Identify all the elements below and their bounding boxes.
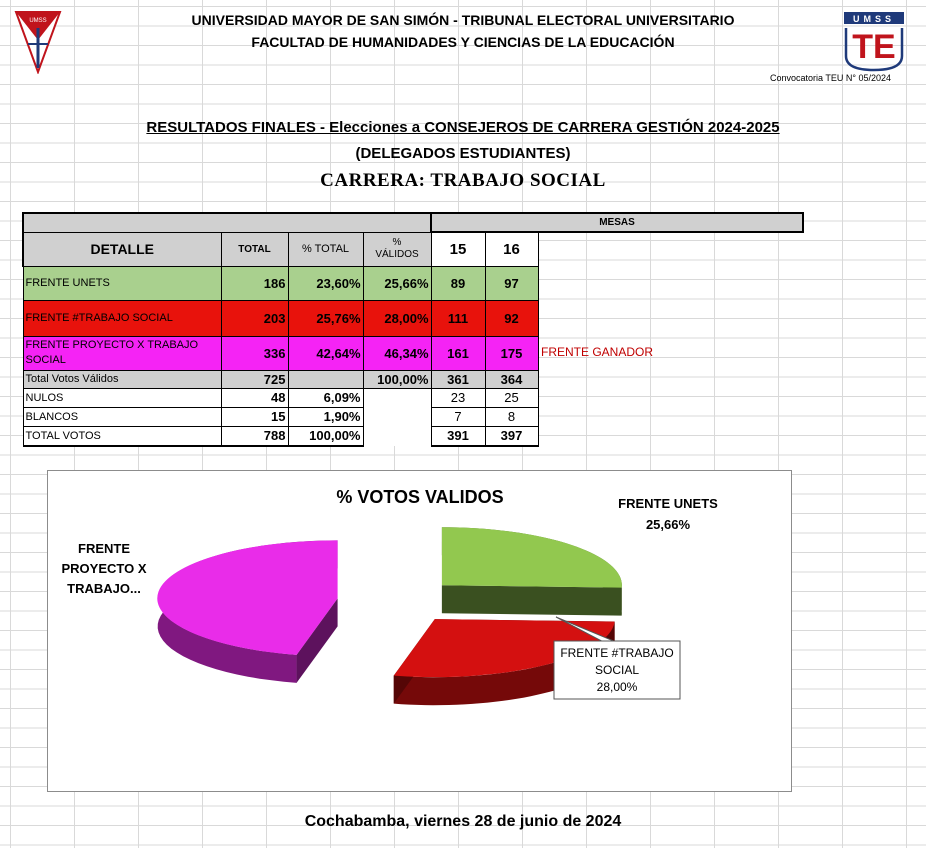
col-mesa-15: 15 [431,232,485,266]
row-total: 203 [221,300,288,336]
pie-slices [157,527,622,705]
nulos-pct: 6,09% [288,388,363,407]
col-pct-validos-1: % [392,237,402,248]
pie-slice-0 [442,527,622,615]
table-row-validos [23,370,803,388]
row-mesa-15: 89 [431,266,485,300]
col-detalle: DETALLE [23,232,221,266]
col-pct-validos [363,232,431,266]
totales-mesa-16: 397 [485,426,538,446]
col-total: TOTAL [221,232,288,266]
chart-title: % VOTOS VALIDOS [336,487,504,507]
table-row [23,336,803,370]
logo-right-mark: TE [852,28,896,66]
col-pct-validos-2: VÁLIDOS [375,249,419,260]
table-header-mesas-row [23,213,803,232]
row-pct-total: 42,64% [288,336,363,370]
row-mesa-16: 175 [485,336,538,370]
results-subtitle: (DELEGADOS ESTUDIANTES) [355,145,571,162]
convocatoria-note: Convocatoria TEU N° 05/2024 [770,73,891,83]
nulos-mesa-15: 23 [431,388,485,407]
blancos-label: BLANCOS [23,407,221,426]
validos-label: Total Votos Válidos [23,370,221,388]
results-title: RESULTADOS FINALES - Elecciones a CONSEJEROS DE CARRERA GESTIÓN 2024-2025 [146,119,780,136]
totales-mesa-15: 391 [431,426,485,446]
blancos-total: 15 [221,407,288,426]
footer-date: Cochabamba, viernes 28 de junio de 2024 [304,813,622,830]
row-label-trabajo-social: FRENTE #TRABAJO SOCIAL [23,300,221,336]
table-row-total-votos [23,426,803,446]
header-line-1: UNIVERSIDAD MAYOR DE SAN SIMÓN - TRIBUNAL ELECTORAL UNIVERSITARIO [191,12,735,28]
row-mesa-16: 92 [485,300,538,336]
logo-right-text: UMSS [852,14,896,24]
nulos-mesa-16: 25 [485,388,538,407]
blancos-mesa-15: 7 [431,407,485,426]
slice-label-unets-value: 25,66% [645,517,691,532]
pie-slice-edge-0-1 [442,585,622,615]
results-table [22,212,804,447]
nulos-total: 48 [221,388,288,407]
totales-label: TOTAL VOTOS [23,426,221,446]
row-label-proyecto-x-1: FRENTE PROYECTO X TRABAJO [25,339,199,351]
row-mesa-16: 97 [485,266,538,300]
table-header-row [23,232,803,266]
nulos-label: NULOS [23,388,221,407]
winner-note: FRENTE GANADOR [541,345,654,359]
slice-label-proyecto-1: FRENTE [78,541,130,556]
carrera-title: CARRERA: TRABAJO SOCIAL [320,170,606,191]
validos-mesa-16: 364 [485,370,538,388]
table-row-nulos [23,388,803,407]
logo-left-text: UMSS [29,18,47,24]
header-line-2: FACULTAD DE HUMANIDADES Y CIENCIAS DE LA EDUCACIÓN [251,34,675,50]
pie-chart [48,471,791,791]
row-pct-validos: 28,00% [363,300,431,336]
row-total: 336 [221,336,288,370]
validos-pct: 100,00% [363,370,431,388]
slice-label-proyecto-2: PROYECTO X [61,561,147,576]
slice-label-unets-name: FRENTE UNETS [618,496,718,511]
row-label-unets: FRENTE UNETS [23,266,221,300]
col-mesa-16: 16 [485,232,538,266]
slice-label-trabajo-name-2: SOCIAL [594,663,640,677]
totales-pct: 100,00% [288,426,363,446]
row-mesa-15: 161 [431,336,485,370]
te-logo [842,10,906,72]
row-pct-total: 23,60% [288,266,363,300]
row-label-proyecto-x-2: SOCIAL [25,354,66,366]
row-pct-validos: 25,66% [363,266,431,300]
validos-total: 725 [221,370,288,388]
row-mesa-15: 111 [431,300,485,336]
table-row [23,300,803,336]
blancos-pct: 1,90% [288,407,363,426]
slice-label-trabajo-name-1: FRENTE #TRABAJO [560,646,674,660]
validos-mesa-15: 361 [431,370,485,388]
pie-slice-top-0 [442,527,622,587]
slice-label-trabajo-value: 28,00% [596,680,638,694]
pie-chart-frame [47,470,792,792]
row-total: 186 [221,266,288,300]
row-pct-validos: 46,34% [363,336,431,370]
totales-total: 788 [221,426,288,446]
table-row [23,266,803,300]
col-pct-total: % TOTAL [288,232,363,266]
blancos-mesa-16: 8 [485,407,538,426]
mesas-header: MESAS [431,213,803,232]
row-label-proyecto-x [23,336,221,370]
table-row-blancos [23,407,803,426]
row-pct-total: 25,76% [288,300,363,336]
pie-slice-2 [157,540,337,683]
slice-label-proyecto-3: TRABAJO... [67,581,141,596]
